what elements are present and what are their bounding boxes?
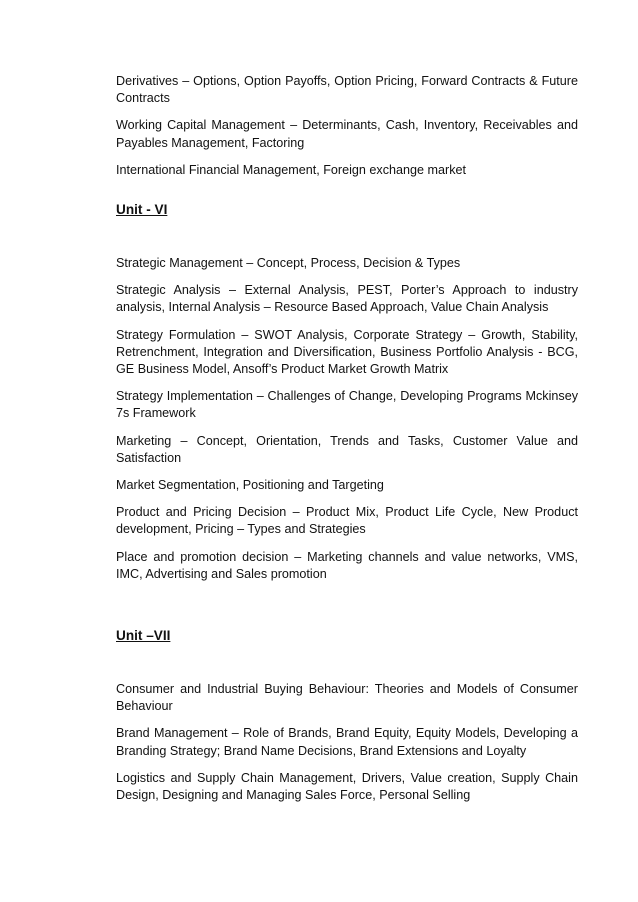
paragraph-strategic-management: Strategic Management – Concept, Process, Decision & Types xyxy=(116,256,461,271)
paragraph-derivatives: Derivatives – Options, Option Payoffs, Option Pricing, Forward Contracts & Future Contracts xyxy=(116,74,578,106)
document-page xyxy=(116,73,578,814)
unit-vi-heading: Unit - VI xyxy=(116,202,168,218)
paragraph-marketing: Marketing – Concept, Orientation, Trends and Tasks, Customer Value and Satisfaction xyxy=(116,433,578,465)
unit-vii-heading: Unit –VII xyxy=(116,628,171,644)
paragraph-strategic-analysis: Strategic Analysis – External Analysis, PEST, Porter’s Approach to industry analysis, Internal Analysis – Resource Based Approach, Value Chain Analysis xyxy=(116,283,578,315)
paragraph-logistics: Logistics and Supply Chain Management, Drivers, Value creation, Supply Chain Design, Designing and Managing Sales Force, Personal Selling xyxy=(116,770,578,803)
paragraph-product-pricing: Product and Pricing Decision – Product Mix, Product Life Cycle, New Product development, Pricing – Types and Strategies xyxy=(116,505,578,537)
paragraph-market-segmentation: Market Segmentation, Positioning and Targeting xyxy=(116,478,384,493)
paragraph-working-capital: Working Capital Management – Determinants, Cash, Inventory, Receivables and Payables Management, Factoring xyxy=(116,118,578,150)
paragraph-strategy-implementation: Strategy Implementation – Challenges of Change, Developing Programs Mckinsey 7s Framework xyxy=(116,389,578,421)
paragraph-brand-management: Brand Management – Role of Brands, Brand Equity, Equity Models, Developing a Branding Strategy; Brand Name Decisions, Brand Extensions and Loyalty xyxy=(116,726,578,758)
paragraph-strategy-formulation: Strategy Formulation – SWOT Analysis, Corporate Strategy – Growth, Stability, Retrenchment, Integration and Diversification, Business Portfolio Analysis - BCG, GE Business Model, Ansoff’s Product Market Growth Matrix xyxy=(116,327,578,377)
paragraph-buying-behaviour: Consumer and Industrial Buying Behaviour: Theories and Models of Consumer Behaviour xyxy=(116,682,578,714)
paragraph-place-promotion: Place and promotion decision – Marketing channels and value networks, VMS, IMC, Advertising and Sales promotion xyxy=(116,549,578,581)
paragraph-international-finance: International Financial Management, Foreign exchange market xyxy=(116,162,467,177)
